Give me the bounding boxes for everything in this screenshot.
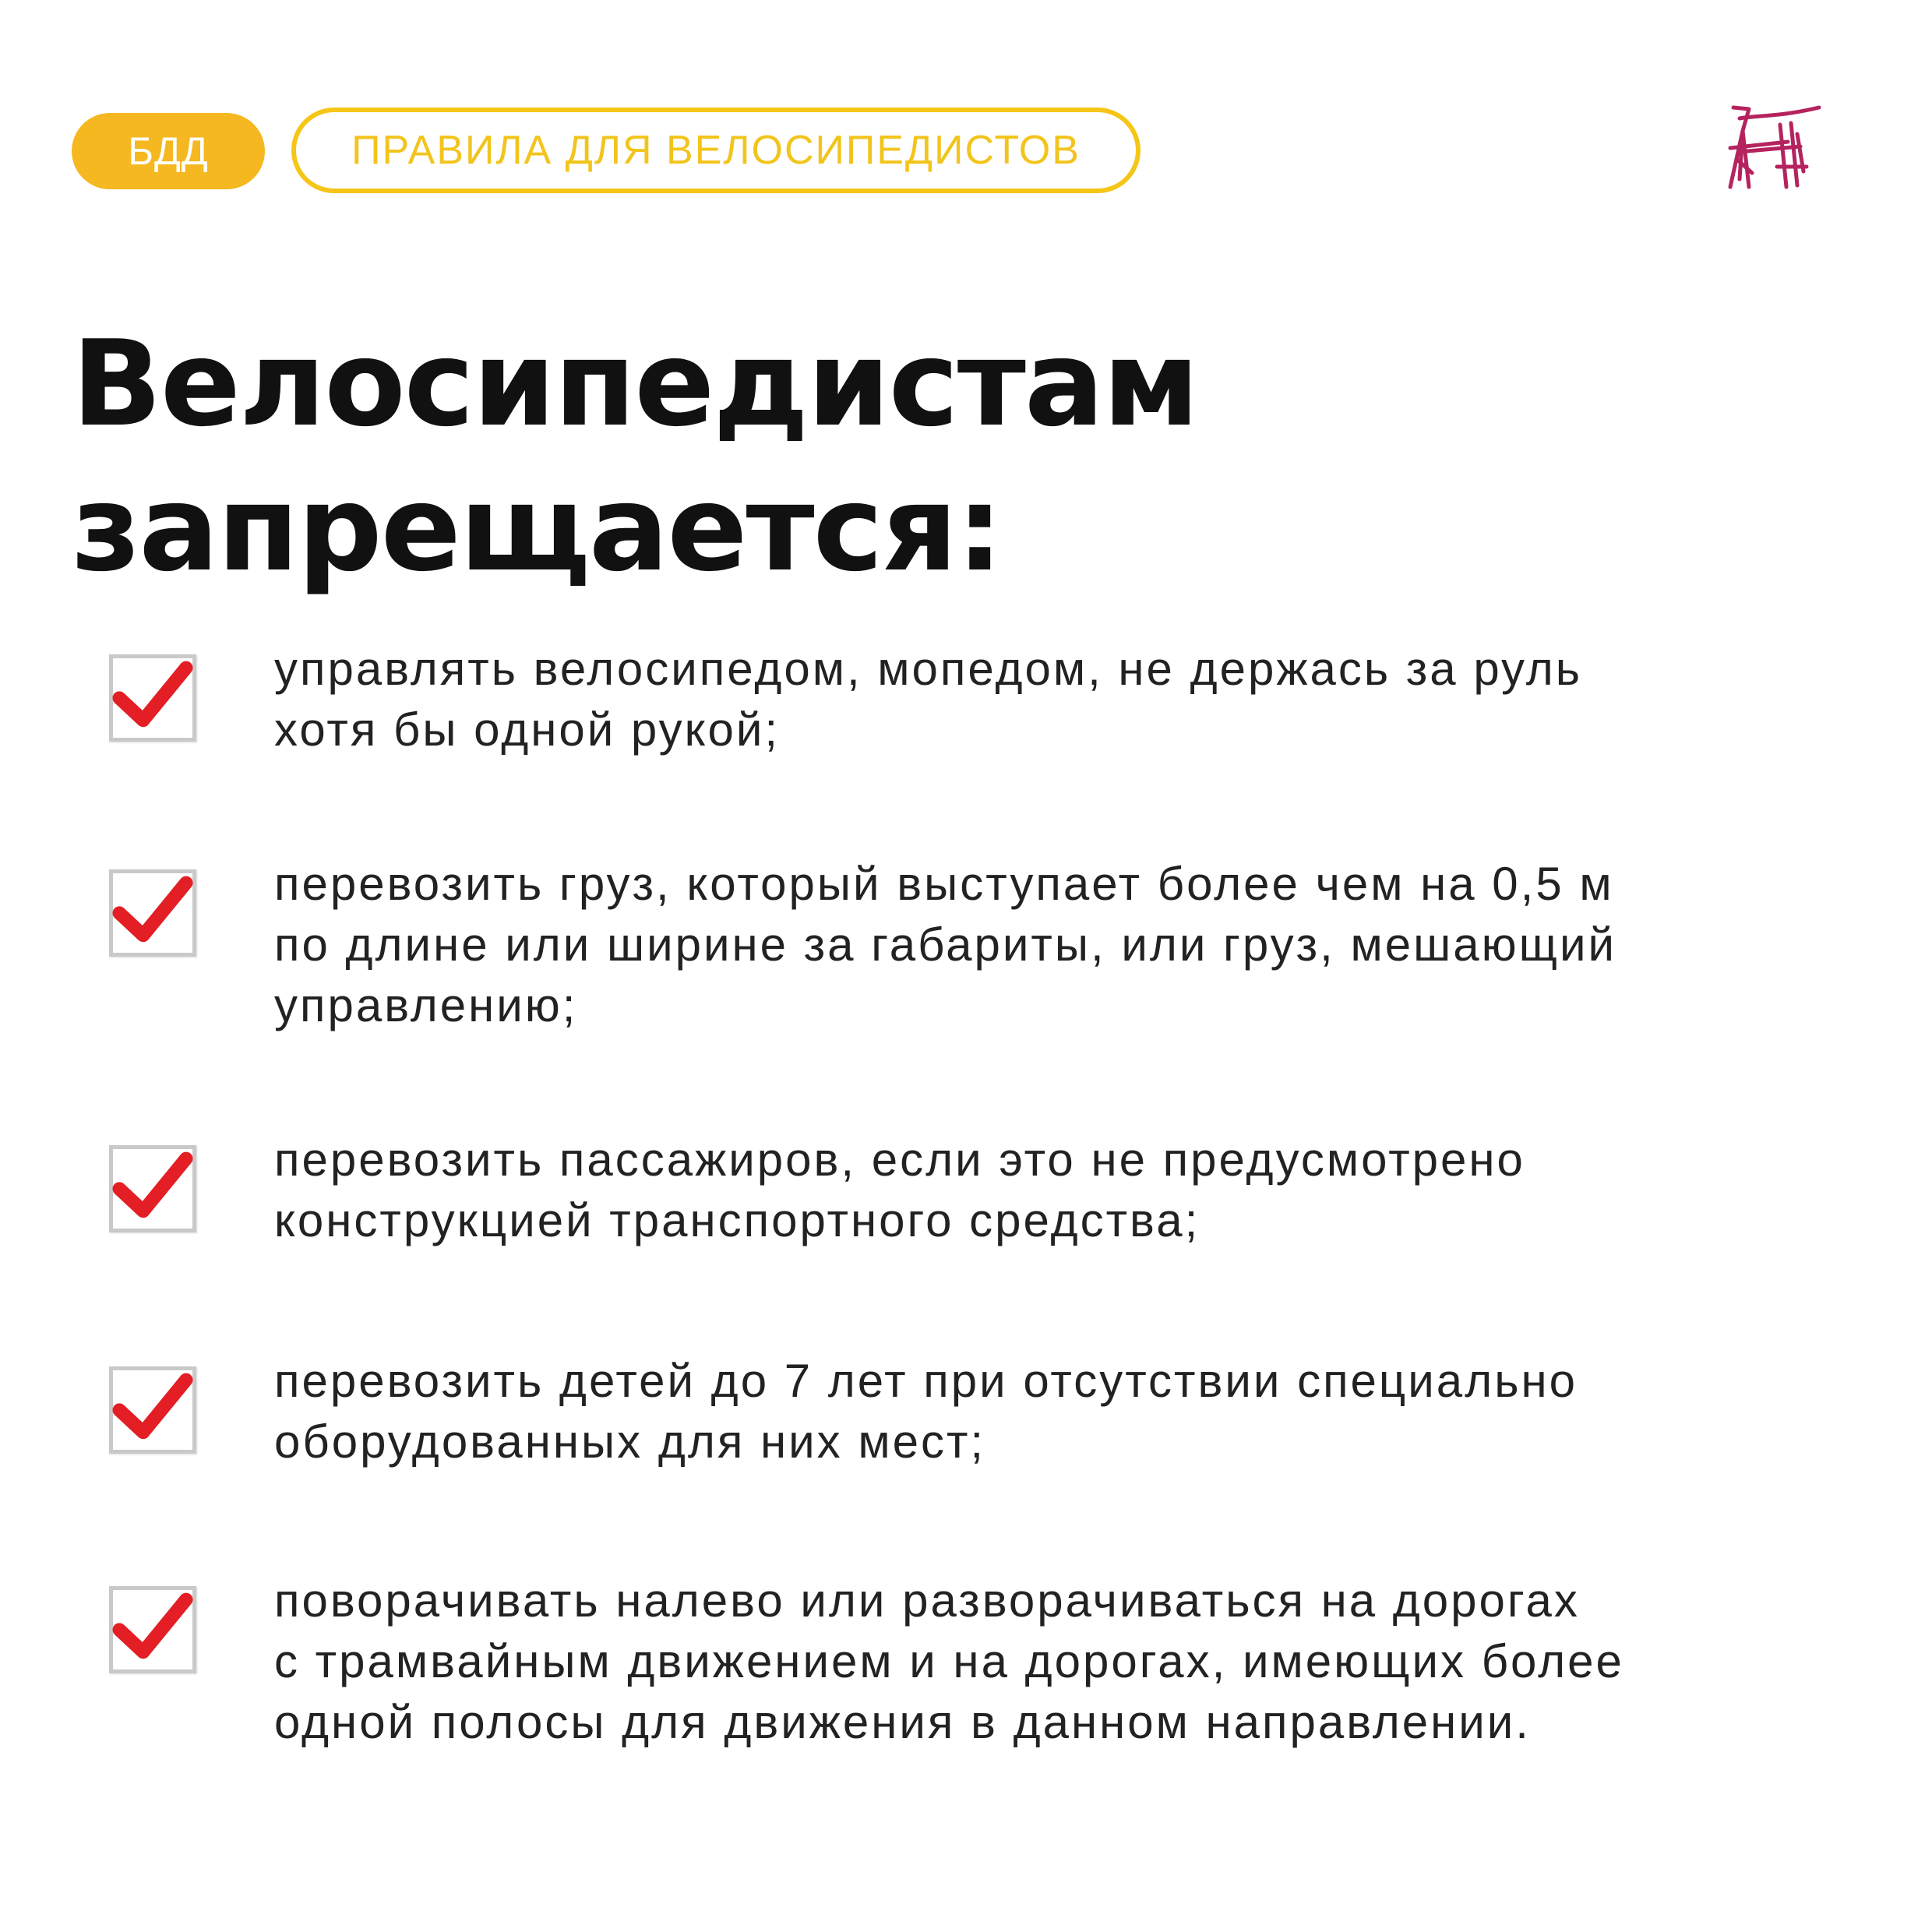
rule-item <box>109 639 1792 760</box>
checkbox-checked-icon <box>109 1145 196 1232</box>
title-line-2: запрещается: <box>72 460 1003 598</box>
rule-line: хотя бы одной рукой; <box>274 703 781 756</box>
rule-line: по длине или ширине за габариты, или груз, мешающий <box>274 918 1616 971</box>
rule-line: перевозить детей до 7 лет при отсутствии специально <box>274 1355 1578 1407</box>
rule-line: перевозить пассажиров, если это не предусмотрено <box>274 1133 1525 1186</box>
rule-item <box>109 1571 1792 1753</box>
tag-cyclist-rules: ПРАВИЛА ДЛЯ ВЕЛОСИПЕДИСТОВ <box>291 108 1141 193</box>
rule-line: управлять велосипедом, мопедом, не держась за руль <box>274 643 1582 695</box>
rule-line: одной полосы для движения в данном направлении. <box>274 1696 1531 1748</box>
checkbox-checked-icon <box>109 1586 196 1673</box>
checkbox-checked-icon <box>109 869 196 957</box>
rule-item <box>109 854 1792 1036</box>
bicycle-sketch-icon <box>1726 101 1827 191</box>
checkbox-checked-icon <box>109 654 196 742</box>
rules-list <box>109 639 1792 1753</box>
rule-line: перевозить груз, который выступает более чем на 0,5 м <box>274 858 1614 910</box>
rule-text <box>274 639 1786 760</box>
rule-text <box>274 1351 1786 1472</box>
rule-item <box>109 1130 1792 1251</box>
title-line-1: Велосипедистам <box>72 315 1198 453</box>
rule-line: оборудованных для них мест; <box>274 1416 986 1468</box>
rule-item <box>109 1351 1792 1472</box>
rule-text <box>274 854 1786 1036</box>
checkbox-checked-icon <box>109 1366 196 1454</box>
rule-line: поворачивать налево или разворачиваться на дорогах <box>274 1574 1580 1627</box>
rule-text <box>274 1571 1786 1753</box>
rule-line: конструкцией транспортного средства; <box>274 1194 1200 1246</box>
rule-line: с трамвайным движением и на дорогах, имеющих более <box>274 1635 1624 1687</box>
rule-text <box>274 1130 1786 1251</box>
tag-bdd: БДД <box>72 113 265 189</box>
rule-line: управлению; <box>274 979 578 1031</box>
page-title <box>72 312 1198 601</box>
